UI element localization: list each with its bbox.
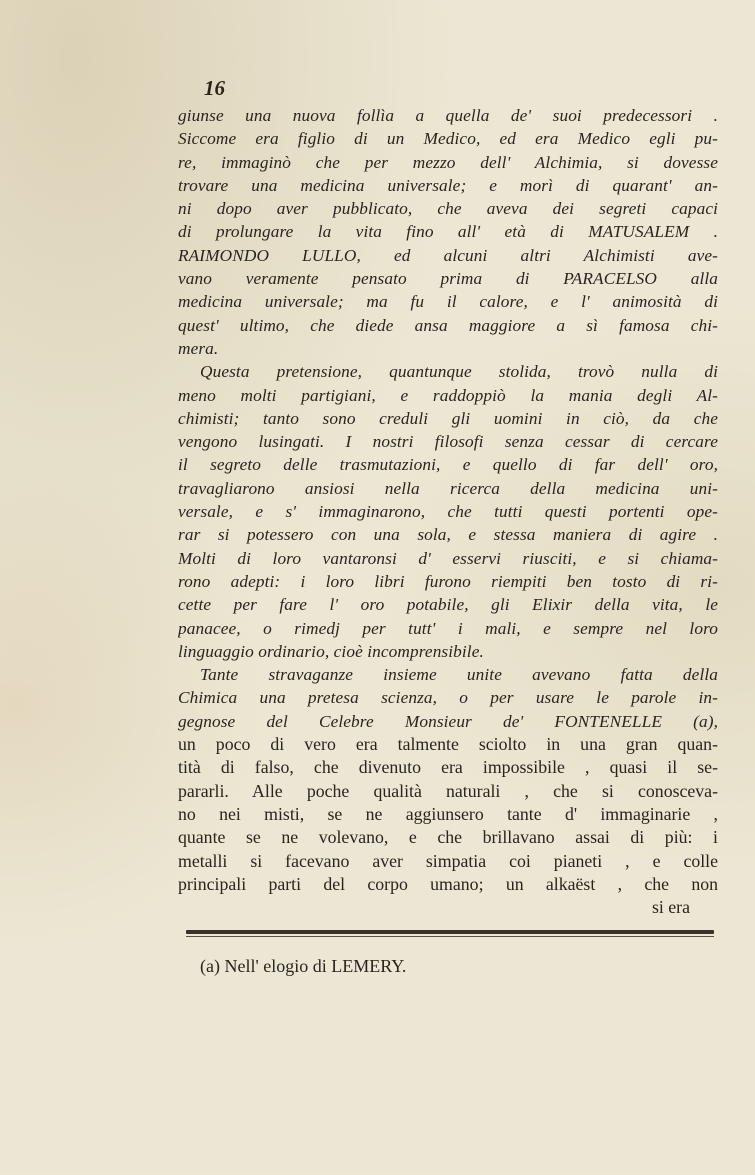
- text-line: Molti di loro vantaronsi d' esservi riusciti, e si chiama-: [178, 548, 718, 568]
- text-line: il segreto delle trasmutazioni, e quello di far dell' oro,: [178, 455, 718, 475]
- text-line: tità di falso, che divenuto era impossibile , quasi il se-: [178, 757, 718, 778]
- text-line: pararli. Alle poche qualità naturali , che si conosceva-: [178, 780, 718, 801]
- text-line: linguaggio ordinario, cioè incomprensibile.: [178, 641, 484, 661]
- text-line: vano veramente pensato prima di PARACELSO alla: [178, 269, 718, 289]
- text-line: no nei misti, se ne aggiunsero tante d' immaginarie ,: [178, 803, 718, 824]
- text-line: Tante stravaganze insieme unite avevano fatta della: [200, 665, 718, 685]
- text-line: metalli si facevano aver simpatia coi pianeti , e colle: [178, 850, 718, 871]
- text-line: re, immaginò che per mezzo dell' Alchimia, si dovesse: [178, 152, 718, 172]
- text-line: quante se ne volevano, e che brillavano assai di più: i: [178, 827, 718, 848]
- text-line: travagliarono ansiosi nella ricerca della medicina uni-: [178, 478, 718, 498]
- text-line: medicina universale; ma fu il calore, e l' animosità di: [178, 292, 718, 312]
- text-line: gegnose del Celebre Monsieur de' FONTENELLE (a),: [178, 711, 718, 731]
- text-line: mera.: [178, 338, 219, 358]
- text-line: trovare una medicina universale; e morì di quarant' an-: [178, 175, 718, 195]
- text-line: cette per fare l' oro potabile, gli Elixir della vita, le: [178, 595, 718, 615]
- text-line: principali parti del corpo umano; un alkaëst , che non: [178, 873, 718, 894]
- text-line: di prolungare la vita fino all' età di MATUSALEM .: [178, 222, 718, 242]
- text-line: vengono lusingati. I nostri filosofi senza cessar di cercare: [178, 432, 718, 452]
- text-line: ni dopo aver pubblicato, che aveva dei segreti capaci: [178, 199, 718, 219]
- text-line: Siccome era figlio di un Medico, ed era Medico egli pu-: [178, 129, 718, 149]
- text-line: RAIMONDO LULLO, ed alcuni altri Alchimisti ave-: [178, 245, 718, 265]
- text-line: meno molti partigiani, e raddoppiò la mania degli Al-: [178, 385, 718, 405]
- text-line: panacee, o rimedj per tutt' i mali, e sempre nel loro: [178, 618, 718, 638]
- text-line: Chimica una pretesa scienza, o per usare le parole in-: [178, 688, 718, 708]
- text-line: chimisti; tanto sono creduli gli uomini in ciò, da che: [178, 408, 718, 428]
- footnote-rule-thin: [186, 936, 714, 937]
- text-line: rono adepti: i loro libri furono riempiti ben tosto di ri-: [178, 571, 718, 591]
- footnote: (a) Nell' elogio di LEMERY.: [200, 956, 407, 976]
- text-line: rar si potessero con una sola, e stessa maniera di agire .: [178, 525, 718, 545]
- body-text: [178, 104, 718, 919]
- text-line: giunse una nuova follìa a quella de' suoi predecessori .: [178, 106, 718, 125]
- catchword: si era: [651, 897, 690, 918]
- text-line: versale, e s' immaginarono, che tutti questi portenti ope-: [178, 502, 718, 522]
- text-line: Questa pretensione, quantunque stolida, trovò nulla di: [200, 362, 718, 382]
- page-number: 16: [204, 76, 225, 100]
- text-line: un poco di vero era talmente sciolto in una gran quan-: [178, 734, 718, 755]
- text-line: quest' ultimo, che diede ansa maggiore a sì famosa chi-: [178, 315, 718, 335]
- footnote-rule: [186, 930, 714, 934]
